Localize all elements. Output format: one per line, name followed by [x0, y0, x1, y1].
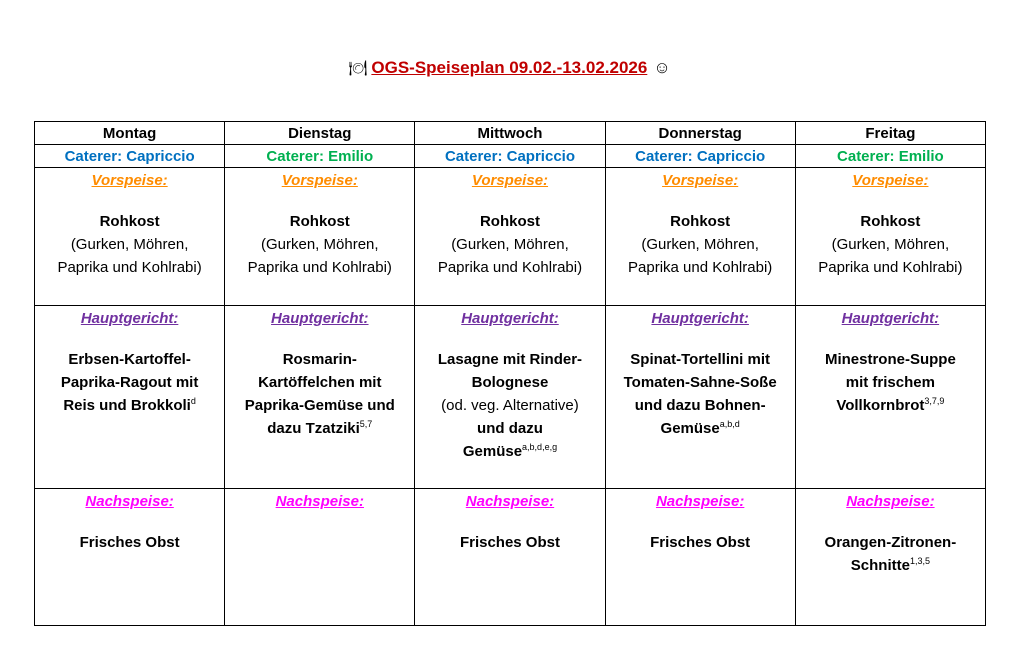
vorspeise-label: Vorspeise:: [91, 172, 168, 189]
vorspeise-dish: [796, 210, 985, 279]
main-line: Erbsen-Kartoffel-: [68, 351, 191, 368]
hauptgericht-label: Hauptgericht:: [651, 310, 749, 327]
dish-detail: (Gurken, Möhren,: [70, 236, 189, 253]
main-line: Rosmarin-: [282, 351, 357, 368]
dish-title: Rohkost: [479, 213, 540, 230]
hauptgericht-cell-monday: [35, 306, 225, 489]
nachspeise-cell-thursday: [605, 489, 795, 626]
vorspeise-dish: [225, 210, 414, 279]
nachspeise-label: Nachspeise:: [85, 493, 174, 510]
caterer-monday: Caterer: Capriccio: [35, 145, 225, 168]
page-title: [0, 58, 1019, 78]
main-line: und dazu: [477, 420, 543, 437]
caterer-wednesday: Caterer: Capriccio: [415, 145, 605, 168]
allergen-codes: a,b,d: [719, 419, 740, 429]
dish-detail: Paprika und Kohlrabi): [247, 259, 392, 276]
vorspeise-label: Vorspeise:: [281, 172, 358, 189]
dish-detail: Paprika und Kohlrabi): [818, 259, 963, 276]
vorspeise-dish: [415, 210, 604, 279]
day-wednesday: Mittwoch: [415, 122, 605, 145]
vorspeise-cell-wednesday: [415, 168, 605, 306]
hauptgericht-row: [35, 306, 986, 489]
main-line: Minestrone-Suppe: [824, 351, 956, 368]
dish-title: Rohkost: [289, 213, 350, 230]
nachspeise-cell-monday: [35, 489, 225, 626]
nachspeise-label: Nachspeise:: [465, 493, 555, 510]
dessert-dish: Frisches Obst: [459, 534, 560, 551]
dessert-line: Orangen-Zitronen-: [824, 534, 957, 551]
nachspeise-label: Nachspeise:: [655, 493, 745, 510]
nachspeise-cell-wednesday: [415, 489, 605, 626]
dessert-dish: Frisches Obst: [650, 534, 751, 551]
caterer-thursday: Caterer: Capriccio: [605, 145, 795, 168]
hauptgericht-cell-tuesday: [225, 306, 415, 489]
main-dish: [225, 348, 414, 440]
vorspeise-dish: [35, 210, 224, 279]
main-dish: [415, 348, 604, 463]
vorspeise-label: Vorspeise:: [852, 172, 929, 189]
hauptgericht-label: Hauptgericht:: [271, 310, 369, 327]
main-dish: [606, 348, 795, 440]
main-line: Bolognese: [471, 374, 549, 391]
dish-title: Rohkost: [670, 213, 731, 230]
hauptgericht-label: Hauptgericht:: [841, 310, 940, 327]
dish-detail: Paprika und Kohlrabi): [628, 259, 773, 276]
allergen-codes: d: [190, 396, 196, 406]
main-line: Tomaten-Sahne-Soße: [623, 374, 777, 391]
dessert-dish: [796, 531, 985, 577]
main-dish: [796, 348, 985, 417]
nachspeise-row: [35, 489, 986, 626]
allergen-codes: 1,3,5: [909, 556, 930, 566]
plate-cutlery-icon: 🍽: [348, 60, 368, 77]
allergen-codes: 5,7: [359, 419, 373, 429]
dish-title: Rohkost: [99, 213, 160, 230]
main-line: Lasagne mit Rinder-: [437, 351, 583, 368]
allergen-codes: 3,7,9: [924, 396, 945, 406]
menu-table: [34, 121, 986, 626]
smiley-icon: ☺: [653, 58, 671, 77]
main-line: und dazu Bohnen-: [634, 397, 766, 414]
nachspeise-label: Nachspeise:: [846, 493, 935, 510]
vorspeise-row: [35, 168, 986, 306]
hauptgericht-label: Hauptgericht:: [461, 310, 559, 327]
vorspeise-cell-friday: [795, 168, 985, 306]
title-text: OGS-Speiseplan 09.02.-13.02.2026: [371, 58, 648, 77]
main-line: Paprika-Gemüse und: [244, 397, 395, 414]
dish-title: Rohkost: [860, 213, 921, 230]
main-line: Reis und Brokkoli: [63, 397, 191, 414]
allergen-codes: a,b,d,e,g: [522, 442, 558, 452]
main-line: Gemüse: [660, 420, 720, 437]
vorspeise-label: Vorspeise:: [471, 172, 549, 189]
hauptgericht-cell-friday: [795, 306, 985, 489]
day-header-row: [35, 122, 986, 145]
main-line: Vollkornbrot: [836, 397, 925, 414]
nachspeise-cell-friday: [795, 489, 985, 626]
vorspeise-dish: [606, 210, 795, 279]
dessert-line: Schnitte: [850, 557, 910, 574]
dessert-dish: Frisches Obst: [79, 534, 180, 551]
dish-detail: (Gurken, Möhren,: [641, 236, 759, 253]
hauptgericht-cell-wednesday: [415, 306, 605, 489]
hauptgericht-label: Hauptgericht:: [80, 310, 179, 327]
main-line: Kartöffelchen mit: [258, 374, 382, 391]
main-line: mit frischem: [845, 374, 935, 391]
day-thursday: Donnerstag: [605, 122, 795, 145]
nachspeise-label: Nachspeise:: [275, 493, 364, 510]
caterer-row: [35, 145, 986, 168]
main-line: (od. veg. Alternative): [441, 397, 579, 414]
hauptgericht-cell-thursday: [605, 306, 795, 489]
main-line: Spinat-Tortellini mit: [630, 351, 771, 368]
vorspeise-cell-tuesday: [225, 168, 415, 306]
main-line: dazu Tzatziki: [267, 420, 360, 437]
dish-detail: Paprika und Kohlrabi): [437, 259, 583, 276]
vorspeise-label: Vorspeise:: [662, 172, 739, 189]
dish-detail: Paprika und Kohlrabi): [57, 259, 202, 276]
vorspeise-cell-thursday: [605, 168, 795, 306]
dish-detail: (Gurken, Möhren,: [261, 236, 379, 253]
caterer-friday: Caterer: Emilio: [795, 145, 985, 168]
day-friday: Freitag: [795, 122, 985, 145]
main-line: Paprika-Ragout mit: [60, 374, 199, 391]
caterer-tuesday: Caterer: Emilio: [225, 145, 415, 168]
day-tuesday: Dienstag: [225, 122, 415, 145]
day-monday: Montag: [35, 122, 225, 145]
nachspeise-cell-tuesday: [225, 489, 415, 626]
vorspeise-cell-monday: [35, 168, 225, 306]
dish-detail: (Gurken, Möhren,: [451, 236, 569, 253]
dish-detail: (Gurken, Möhren,: [831, 236, 950, 253]
main-line: Gemüse: [462, 443, 523, 460]
main-dish: [35, 348, 224, 417]
